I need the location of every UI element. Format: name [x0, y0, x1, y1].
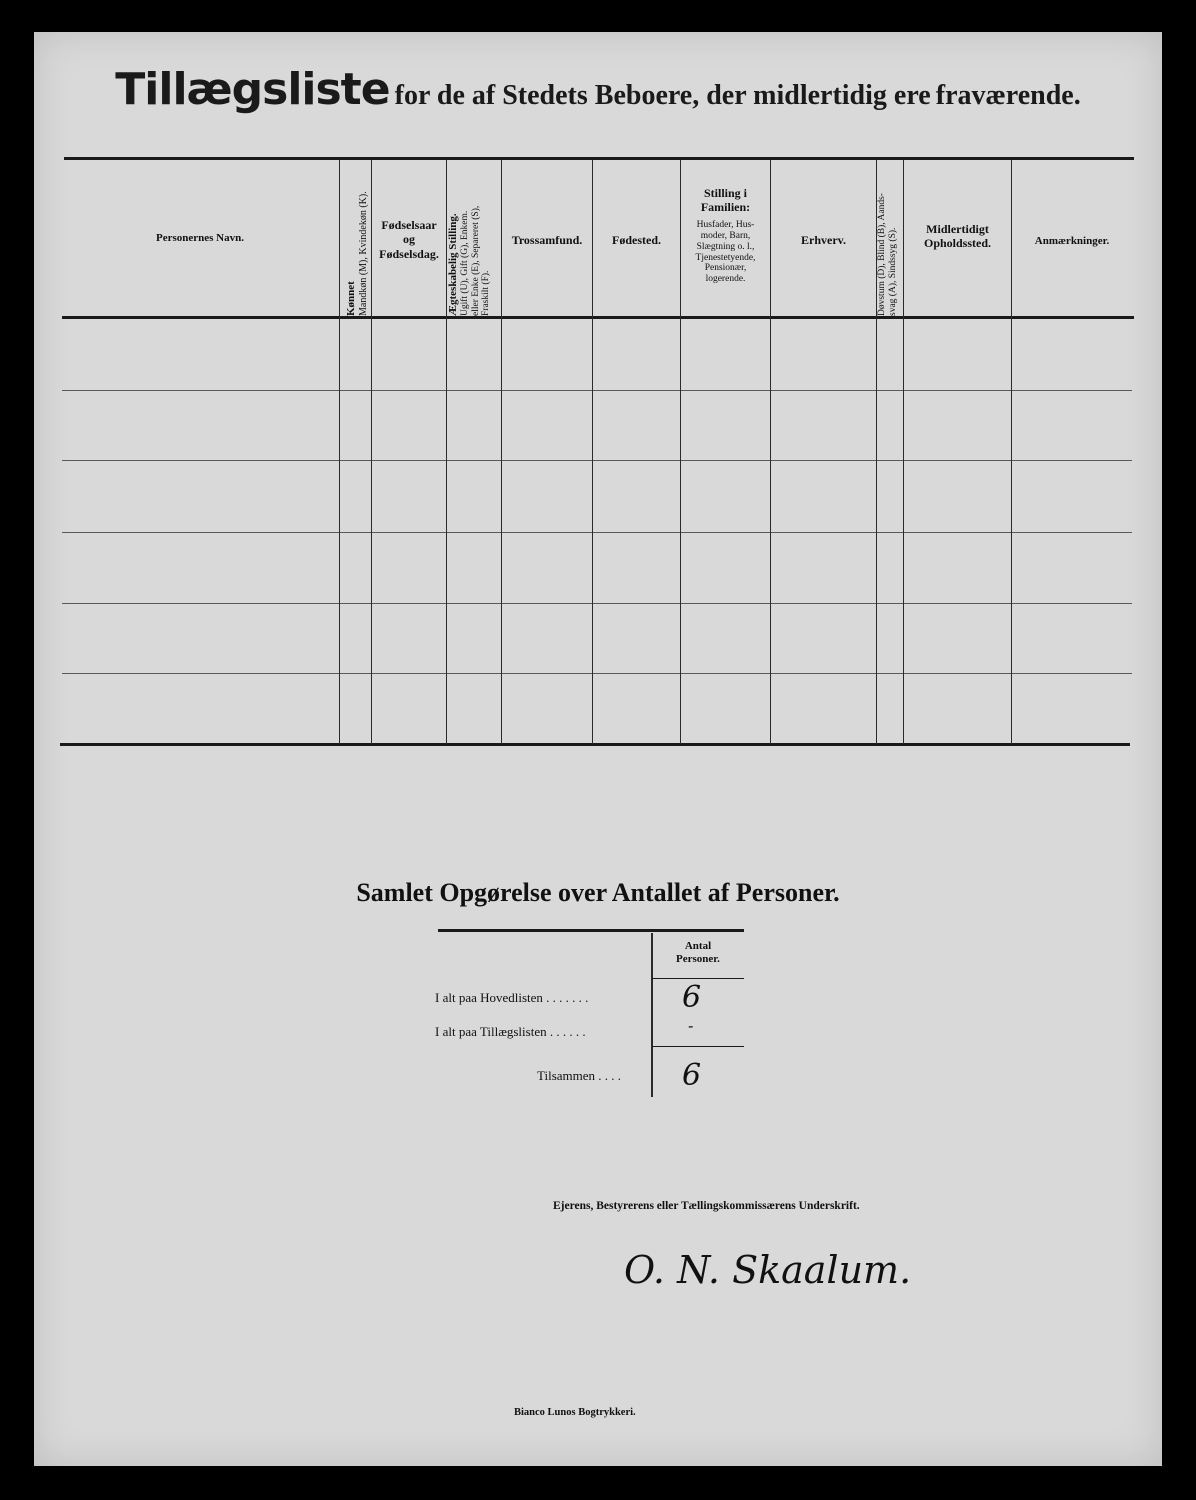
table-row-divider: [62, 673, 1132, 674]
header-gender-sub: Mandkøn (M), Kvindekøn (K).: [357, 191, 369, 316]
header-gender-title: Kønnet: [345, 281, 357, 316]
table-top-rule: [64, 157, 1134, 160]
header-remarks: Anmærkninger.: [1034, 235, 1110, 247]
form-title: [0, 64, 1196, 115]
printer-imprint: Bianco Lunos Bogtrykkeri.: [514, 1407, 636, 1418]
header-birth-line2: og: [403, 232, 415, 247]
header-family-desc6: logerende.: [705, 274, 746, 285]
summary-row-total-value: 6: [682, 1058, 702, 1093]
summary-column-header: [653, 940, 743, 966]
header-marital-line2: Ugift (U), Gift (G), Enkem.: [459, 210, 470, 316]
header-marital-line1: Ægteskabelig Stilling.: [447, 213, 459, 316]
header-disability: [877, 193, 899, 316]
header-marital-line4: Fraskilt (F).: [481, 270, 492, 316]
summary-subtotal-rule: [652, 1046, 744, 1047]
header-birthplace: Fødested.: [612, 233, 661, 247]
table-row-divider: [62, 390, 1132, 391]
header-birth-line3: Fødselsdag.: [379, 246, 439, 261]
summary-title: Samlet Opgørelse over Antallet af Personer.: [356, 878, 840, 907]
summary-row-total-label: Tilsammen . . . .: [537, 1068, 622, 1083]
header-family-desc3: Slægtning o. l.,: [696, 241, 755, 252]
header-family-desc: [681, 220, 770, 286]
header-family-desc4: Tjenestetyende,: [695, 252, 756, 263]
column-divider: [501, 160, 502, 744]
header-disability-line2: svag (A), Sindssyg (S).: [887, 227, 898, 316]
header-family-desc5: Pensionær,: [704, 263, 747, 274]
header-names: Personernes Navn.: [156, 232, 244, 244]
header-family-desc2: moder, Barn,: [700, 230, 751, 241]
header-religion: Trossamfund.: [511, 233, 583, 247]
header-marital: [447, 206, 492, 316]
summary-top-rule: [438, 929, 744, 932]
header-family-line1: Stilling i: [703, 186, 747, 200]
column-divider: [592, 160, 593, 744]
table-row-divider: [62, 460, 1132, 461]
header-residence-line2: Opholdssted.: [923, 236, 992, 251]
summary-row-supplement-value: -: [688, 1016, 694, 1035]
header-gender: [345, 191, 369, 316]
summary-row-main-value: 6: [682, 980, 702, 1015]
header-family: [681, 186, 770, 285]
signature-caption: Ejerens, Bestyrerens eller Tællingskommissærens Underskrift.: [553, 1200, 860, 1212]
summary-row-main-label: I alt paa Hovedlisten . . . . . . .: [435, 990, 589, 1005]
form-title-emphasis: fraværende.: [935, 80, 1081, 111]
column-divider: [339, 160, 340, 744]
header-occupation: Erhverv.: [801, 233, 846, 247]
header-marital-line3: eller Enke (E), Separeret (S),: [470, 205, 481, 316]
header-family-desc1: Husfader, Hus-: [696, 219, 755, 230]
form-title-rest: for de af Stedets Beboere, der midlertidig ere: [394, 80, 931, 111]
summary-row-supplement-label: I alt paa Tillægslisten . . . . . .: [435, 1024, 586, 1039]
signature: O. N. Skaalum.: [624, 1248, 912, 1292]
header-birth: [372, 218, 446, 261]
header-residence-line1: Midlertidigt: [926, 222, 989, 236]
table-row-divider: [62, 603, 1132, 604]
header-birth-line1: Fødselsaar: [381, 218, 437, 232]
form-title-main: Tillægsliste: [115, 64, 390, 115]
table-header-rule: [62, 316, 1134, 319]
table-row-divider: [62, 532, 1132, 533]
header-residence: [904, 222, 1011, 251]
table-bottom-rule: [60, 743, 1130, 746]
summary-header-rule: [652, 978, 744, 979]
header-family-line2: Familien:: [700, 200, 751, 215]
column-divider: [770, 160, 771, 744]
header-disability-line1: Døvstum (D), Blind (B), Aands-: [877, 193, 887, 316]
summary-column-header-line1: Antal: [684, 940, 712, 952]
summary-column-header-line2: Personer.: [676, 953, 720, 966]
